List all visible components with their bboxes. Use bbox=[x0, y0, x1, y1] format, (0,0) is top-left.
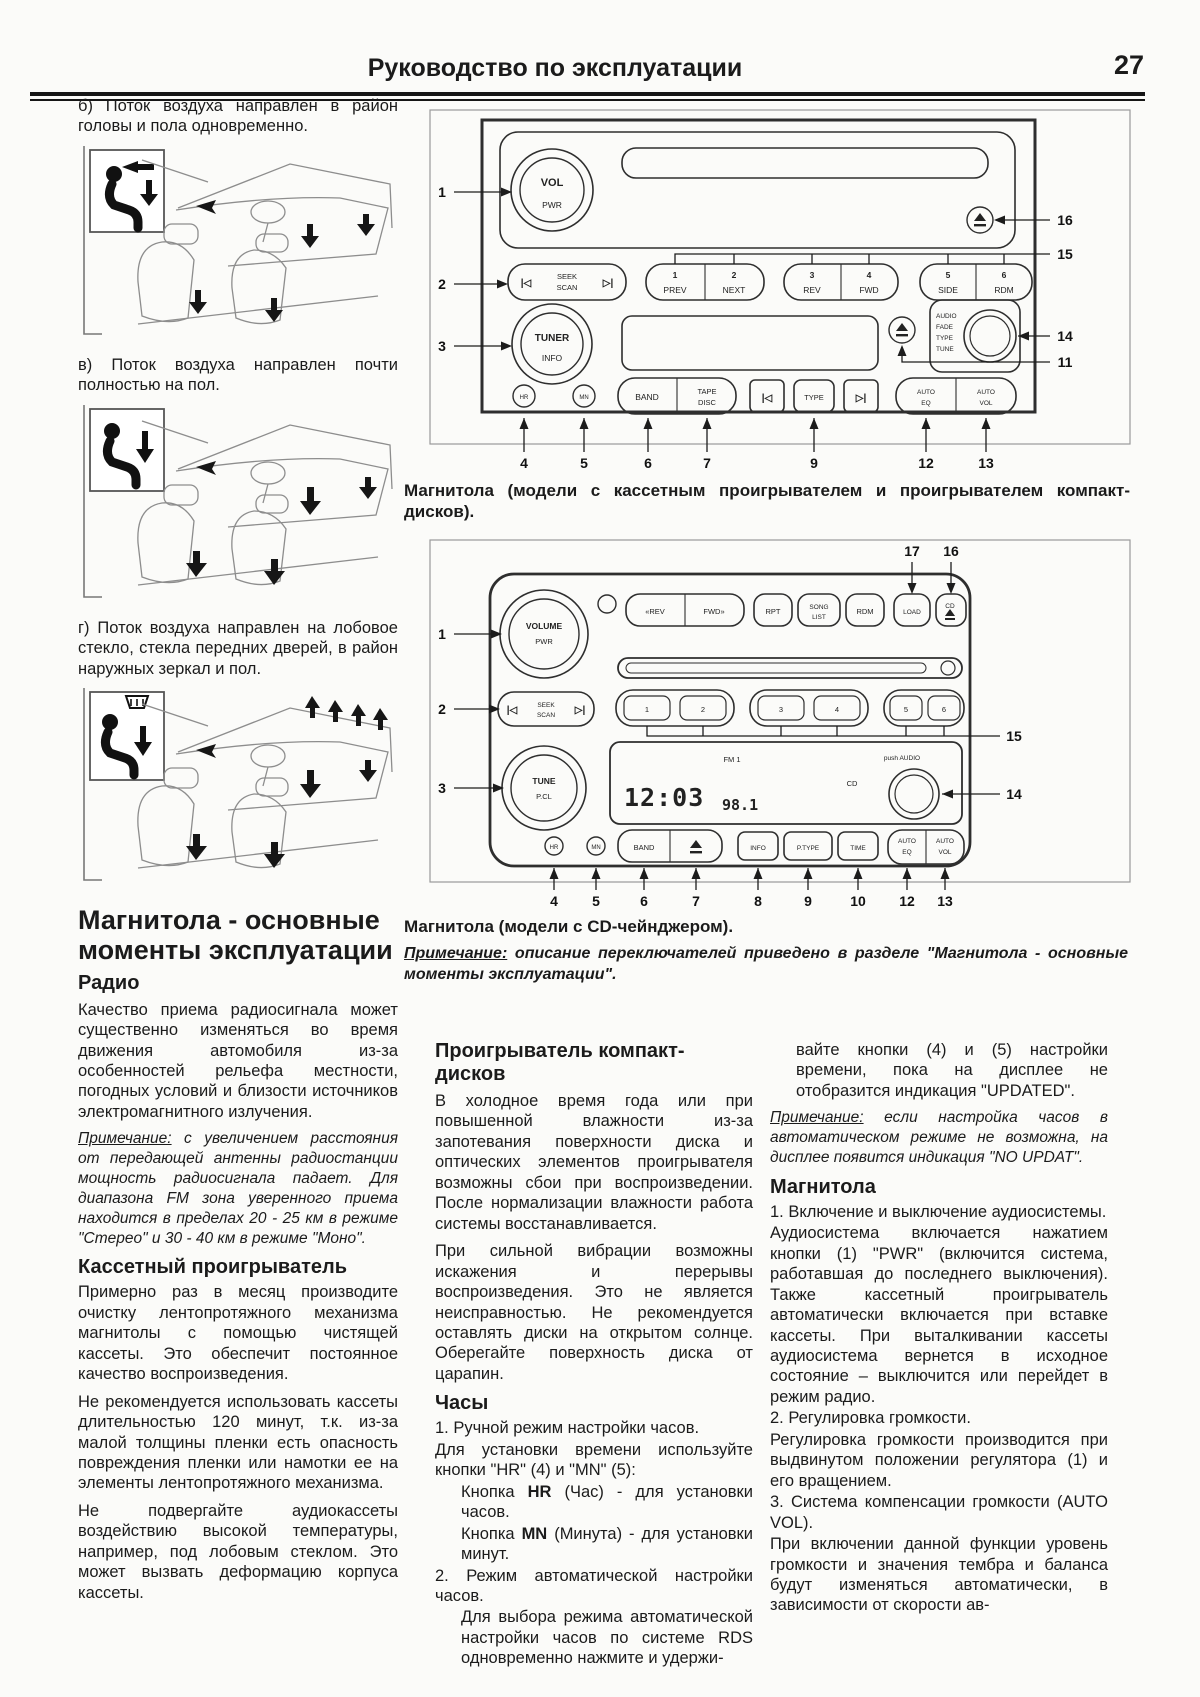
text: (Час) - для установки часов. bbox=[461, 1482, 753, 1522]
radio-paragraph: Качество приема радиосигнала может существенно изменяться во время движения автомобиля из-за особенностей рельефа местности, погодных условий и близости источников электромагнитного излучения. bbox=[78, 1000, 398, 1121]
diagram2-note bbox=[404, 944, 1128, 986]
clock-note bbox=[770, 1108, 1108, 1167]
clock-item-1: 1. Ручной режим настройки часов. bbox=[435, 1419, 700, 1438]
auto-vol-label: AUTO bbox=[977, 389, 995, 396]
radio-faceplate bbox=[482, 120, 1035, 414]
band-label: BAND bbox=[635, 392, 659, 402]
callout-number: 2 bbox=[438, 276, 446, 292]
callout-number: 1 bbox=[438, 184, 446, 200]
cd-paragraph-1: В холодное время года или при повышенной влажности из-за запотевания поверхности диска и оптических элементов проигрывателя возможны сбои при воспроизведении. После нормализации влажности работа системы восстанавливается. bbox=[435, 1092, 753, 1233]
callout-number: 6 bbox=[640, 893, 648, 909]
cassette-paragraph-1: Примерно раз в месяц производите очистку лентопротяжного механизма магнитолы с помощью чистящей кассеты. Это обеспечит постоянное качество воспроизведения. bbox=[78, 1283, 398, 1384]
note-text: описание переключателей приведено в разделе "Магнитола - основные моменты эксплуатации". bbox=[404, 945, 1128, 983]
fwd-label: FWD» bbox=[703, 607, 725, 616]
preset-label: REV bbox=[803, 285, 821, 295]
continuation-paragraph: вайте кнопки (4) и (5) настройки времени, пока на дисплее не отобразится индикация "UPDATED". bbox=[796, 1041, 1108, 1100]
left-column bbox=[78, 96, 398, 1610]
ptype-label: P.TYPE bbox=[796, 845, 820, 852]
callout-number: 4 bbox=[550, 893, 558, 909]
callout-number: 9 bbox=[804, 893, 812, 909]
subheading-radio: Радио bbox=[78, 971, 140, 994]
rpt-label: RPT bbox=[765, 607, 781, 616]
cassette-slot bbox=[622, 148, 988, 178]
eject-icons bbox=[690, 609, 955, 853]
preset-num: 3 bbox=[809, 270, 815, 280]
auto-eq-label: AUTO bbox=[898, 838, 916, 845]
callout-number: 5 bbox=[592, 893, 600, 909]
callout-number: 17 bbox=[904, 543, 920, 559]
diagram-cassette-cd-radio bbox=[402, 104, 1138, 476]
diagram-cd-changer-radio bbox=[402, 532, 1138, 912]
car-interior-sketch bbox=[78, 403, 396, 603]
audio-knob bbox=[889, 769, 939, 819]
clock-heading: Часы bbox=[435, 1392, 489, 1415]
seek-right-arrow: ▷| bbox=[574, 705, 586, 716]
callout-number: 16 bbox=[943, 543, 959, 559]
preset-num: 4 bbox=[866, 270, 872, 280]
section-heading-magnitola: Магнитола - основные моменты эксплуатации bbox=[78, 905, 393, 966]
cd-player-heading: Проигрыватель компакт-дисков bbox=[435, 1040, 685, 1085]
cassette-paragraph-2: Не рекомендуется использовать кассеты длительностью 120 минут, т.к. из-за малой толщины пленки есть опасность повреждения пленки или намотки ее на элементы лентопротяжного механизма. bbox=[78, 1392, 398, 1493]
hr-label: HR bbox=[519, 395, 529, 401]
hr-bold: HR bbox=[527, 1482, 552, 1501]
callout-number: 13 bbox=[978, 455, 994, 471]
diagram1-caption: Магнитола (модели с кассетным проигрывателем и проигрывателем компакт-дисков). bbox=[404, 481, 1130, 522]
callout-number: 12 bbox=[899, 893, 915, 909]
song-list-label: LIST bbox=[812, 614, 826, 621]
display-band: FM 1 bbox=[723, 755, 741, 764]
pwr-label: PWR bbox=[535, 637, 553, 646]
cassette-paragraph-3: Не подвергайте аудиокассеты воздействию высокой температуры, например, под лобовым стеклом. Это может вызвать деформацию корпуса кассеты. bbox=[78, 1501, 398, 1602]
display-cd-indicator: CD bbox=[846, 779, 858, 788]
song-list-label: SONG bbox=[809, 604, 829, 611]
radio-note bbox=[78, 1129, 398, 1248]
mn-button-description bbox=[435, 1524, 753, 1565]
display-clock: 12:03 bbox=[624, 783, 705, 812]
band-label: BAND bbox=[633, 843, 655, 852]
tune-label: TUNE bbox=[532, 776, 556, 786]
callout-number: 3 bbox=[438, 780, 446, 796]
seek-left-arrow: |◁ bbox=[520, 278, 532, 289]
auto-vol-label: VOL bbox=[979, 400, 993, 407]
clock-paragraph-1: Для установки времени используйте кнопки "HR" (4) и "MN" (5): bbox=[435, 1440, 753, 1480]
tuner-label: TUNER bbox=[534, 333, 570, 344]
display-window bbox=[622, 316, 878, 370]
preset-num: 1 bbox=[672, 270, 678, 280]
display-frequency: 98.1 bbox=[722, 796, 759, 814]
preset-label: RDM bbox=[994, 285, 1014, 295]
preset-label: PREV bbox=[663, 285, 687, 295]
type-label: TYPE bbox=[804, 393, 824, 402]
auto-eq-label: EQ bbox=[921, 400, 931, 407]
mn-label: MN bbox=[591, 845, 601, 851]
page-number: 27 bbox=[1113, 50, 1144, 80]
preset-num: 2 bbox=[731, 270, 737, 280]
volume-label: VOLUME bbox=[525, 621, 563, 631]
cd-radio-drawing bbox=[402, 532, 1138, 912]
rdm-label: RDM bbox=[856, 607, 874, 616]
callout-number: 1 bbox=[438, 626, 446, 642]
hr-button-description bbox=[435, 1482, 753, 1523]
clock-item-2: 2. Режим автоматической настройки часов. bbox=[435, 1566, 753, 1605]
audio-knob-line: TYPE bbox=[936, 335, 953, 342]
time-label: TIME bbox=[850, 845, 866, 852]
tune-knob bbox=[502, 746, 586, 830]
mn-label: MN bbox=[579, 395, 589, 401]
cabin-lines bbox=[138, 160, 392, 324]
note-label: Примечание: bbox=[770, 1109, 864, 1127]
disc-label: DISC bbox=[698, 398, 716, 407]
diagram2-caption: Магнитола (модели с CD-чейнджером). bbox=[404, 917, 734, 936]
callout-number: 10 bbox=[850, 893, 866, 909]
callout-number: 14 bbox=[1006, 786, 1022, 802]
cd-paragraph-2: При сильной вибрации возможны искажения и перерывы воспроизведения. Это не является неисправностью. Не рекомендуется оставлять диски на открытом солнце. Оберегайте поверхность диска от царапин. bbox=[435, 1242, 753, 1383]
middle-column bbox=[435, 1040, 753, 1676]
seek-left-arrow: |◁ bbox=[506, 705, 518, 716]
preset-num: 4 bbox=[834, 705, 840, 714]
preset-label: SIDE bbox=[938, 285, 958, 295]
callout-number: 14 bbox=[1057, 328, 1073, 344]
callout-number: 3 bbox=[438, 338, 446, 354]
page-title: Руководство по эксплуатации bbox=[367, 54, 743, 82]
note-label: Примечание: bbox=[78, 1130, 172, 1148]
auto-eq-label: EQ bbox=[902, 849, 912, 856]
text: Кнопка bbox=[461, 1482, 528, 1501]
airflow-illustration-g bbox=[78, 686, 398, 891]
callout-number: 4 bbox=[520, 455, 528, 471]
text: (Минута) - для установки минут. bbox=[461, 1524, 753, 1564]
radio-faceplate bbox=[490, 574, 970, 866]
preset-num: 2 bbox=[700, 705, 706, 714]
callout-number: 15 bbox=[1006, 728, 1022, 744]
seek-label: SEEK bbox=[537, 702, 555, 709]
auto-eq-label: AUTO bbox=[917, 389, 935, 396]
preset-label: NEXT bbox=[722, 285, 746, 295]
mn-bold: MN bbox=[521, 1524, 548, 1543]
tuner-info-knob bbox=[512, 304, 592, 384]
scan-label: SCAN bbox=[556, 283, 578, 292]
callout-number: 13 bbox=[937, 893, 953, 909]
scan-label: SCAN bbox=[536, 712, 556, 719]
vol-label: VOL bbox=[540, 177, 564, 189]
paragraph-1: Аудиосистема включается нажатием кнопки (1) "PWR" (включится система, работавшая до последнего выключения). Также кассетный проигрыватель автоматически включается при вставке кассеты. При выталкивании кассеты аудиосистема вернется в исходное состояние – выключится или перейдет в режим радио. bbox=[770, 1224, 1108, 1406]
hr-label: HR bbox=[549, 845, 559, 851]
callout-number: 7 bbox=[703, 455, 711, 471]
car-interior-sketch bbox=[78, 686, 396, 886]
callout-number: 12 bbox=[918, 455, 934, 471]
info-label: INFO bbox=[541, 353, 563, 363]
audio-knob-line: TUNE bbox=[936, 346, 954, 353]
audio-knob-line: FADE bbox=[936, 324, 953, 331]
seek-label: SEEK bbox=[556, 272, 578, 281]
airflow-illustration-v bbox=[78, 403, 398, 608]
text: Кнопка bbox=[461, 1524, 522, 1543]
preset-label: FWD bbox=[859, 285, 879, 295]
airflow-illustration-b bbox=[78, 144, 398, 345]
volume-power-knob bbox=[500, 590, 588, 678]
note-label: Примечание: bbox=[404, 945, 508, 962]
airflow-caption-b: б) Поток воздуха направлен в район головы и пола одновременно. bbox=[78, 97, 398, 136]
subheading-cassette: Кассетный проигрыватель bbox=[78, 1256, 347, 1279]
callout-number: 9 bbox=[810, 455, 818, 471]
info-label: INFO bbox=[750, 845, 766, 852]
item-2: 2. Регулировка громкости. bbox=[770, 1409, 971, 1428]
item-1: 1. Включение и выключение аудиосистемы. bbox=[770, 1202, 1107, 1221]
preset-num: 6 bbox=[1001, 270, 1007, 280]
volume-power-knob bbox=[511, 149, 593, 231]
callout-number: 7 bbox=[692, 893, 700, 909]
callout-number: 2 bbox=[438, 701, 446, 717]
auto-vol-label: AUTO bbox=[936, 838, 954, 845]
callout-number: 5 bbox=[580, 455, 588, 471]
load-label: LOAD bbox=[903, 609, 921, 616]
cabin-lines bbox=[138, 421, 392, 585]
tape-label: TAPE bbox=[697, 387, 717, 396]
note-text: с увеличением расстояния от передающей антенны радиостанции мощность радиосигнала падает. Для диапазона FM зона уверенного приема находится в пределах 20 - 25 км в режиме "Стерео" и 30 - 40 км в режиме "Моно". bbox=[78, 1130, 398, 1247]
paragraph-2: Регулировка громкости производится при выдвинутом положении регулятора (1) и его вращением. bbox=[770, 1430, 1108, 1490]
preset-num: 1 bbox=[644, 705, 650, 714]
airflow-caption-v: в) Поток воздуха направлен почти полностью на пол. bbox=[78, 355, 398, 395]
display-push-audio: push AUDIO bbox=[883, 755, 921, 762]
auto-vol-label: VOL bbox=[938, 849, 952, 856]
cd-eject-button bbox=[936, 594, 966, 626]
cabin-lines bbox=[138, 704, 392, 868]
airflow-caption-g: г) Поток воздуха направлен на лобовое стекло, стекла передних дверей, в район наружных зеркал и пол. bbox=[78, 618, 398, 678]
note-text: если настройка часов в автоматическом режиме не возможна, на дисплее появится индикация "NO UPDAT". bbox=[770, 1109, 1108, 1167]
audio-knob-line: AUDIO bbox=[936, 313, 957, 320]
small-round-button bbox=[598, 595, 616, 613]
callout-number: 15 bbox=[1057, 246, 1073, 262]
forward-glyph: ▷| bbox=[855, 393, 867, 404]
right-column bbox=[770, 1040, 1108, 1623]
clock-paragraph-2: Для выбора режима автоматической настройки часов по системе RDS одновременно нажмите и удержи- bbox=[461, 1608, 753, 1668]
callout-number: 11 bbox=[1057, 354, 1073, 370]
preset-num: 5 bbox=[945, 270, 951, 280]
cd-slot bbox=[618, 658, 962, 678]
rewind-glyph: |◁ bbox=[761, 393, 773, 404]
preset-num: 3 bbox=[778, 705, 784, 714]
cassette-radio-drawing bbox=[402, 104, 1138, 476]
magnitola-heading: Магнитола bbox=[770, 1175, 876, 1198]
audio-knob bbox=[964, 310, 1016, 362]
car-interior-sketch bbox=[78, 144, 396, 340]
pwr-label: PWR bbox=[542, 200, 562, 210]
preset-num: 6 bbox=[941, 705, 947, 714]
paragraph-3: При включении данной функции уровень громкости и значения тембра и баланса будут изменяться автоматически, в зависимости от скорости ав- bbox=[770, 1535, 1108, 1615]
seek-right-arrow: ▷| bbox=[602, 278, 614, 289]
item-3: 3. Система компенсации громкости (AUTO VOL). bbox=[770, 1493, 1108, 1532]
rev-label: «REV bbox=[645, 607, 665, 616]
pcl-label: P.CL bbox=[536, 792, 552, 801]
callout-number: 8 bbox=[754, 893, 762, 909]
preset-num: 5 bbox=[903, 705, 909, 714]
callout-number: 6 bbox=[644, 455, 652, 471]
callout-number: 16 bbox=[1057, 212, 1073, 228]
cd-eject-label: CD bbox=[945, 603, 955, 610]
